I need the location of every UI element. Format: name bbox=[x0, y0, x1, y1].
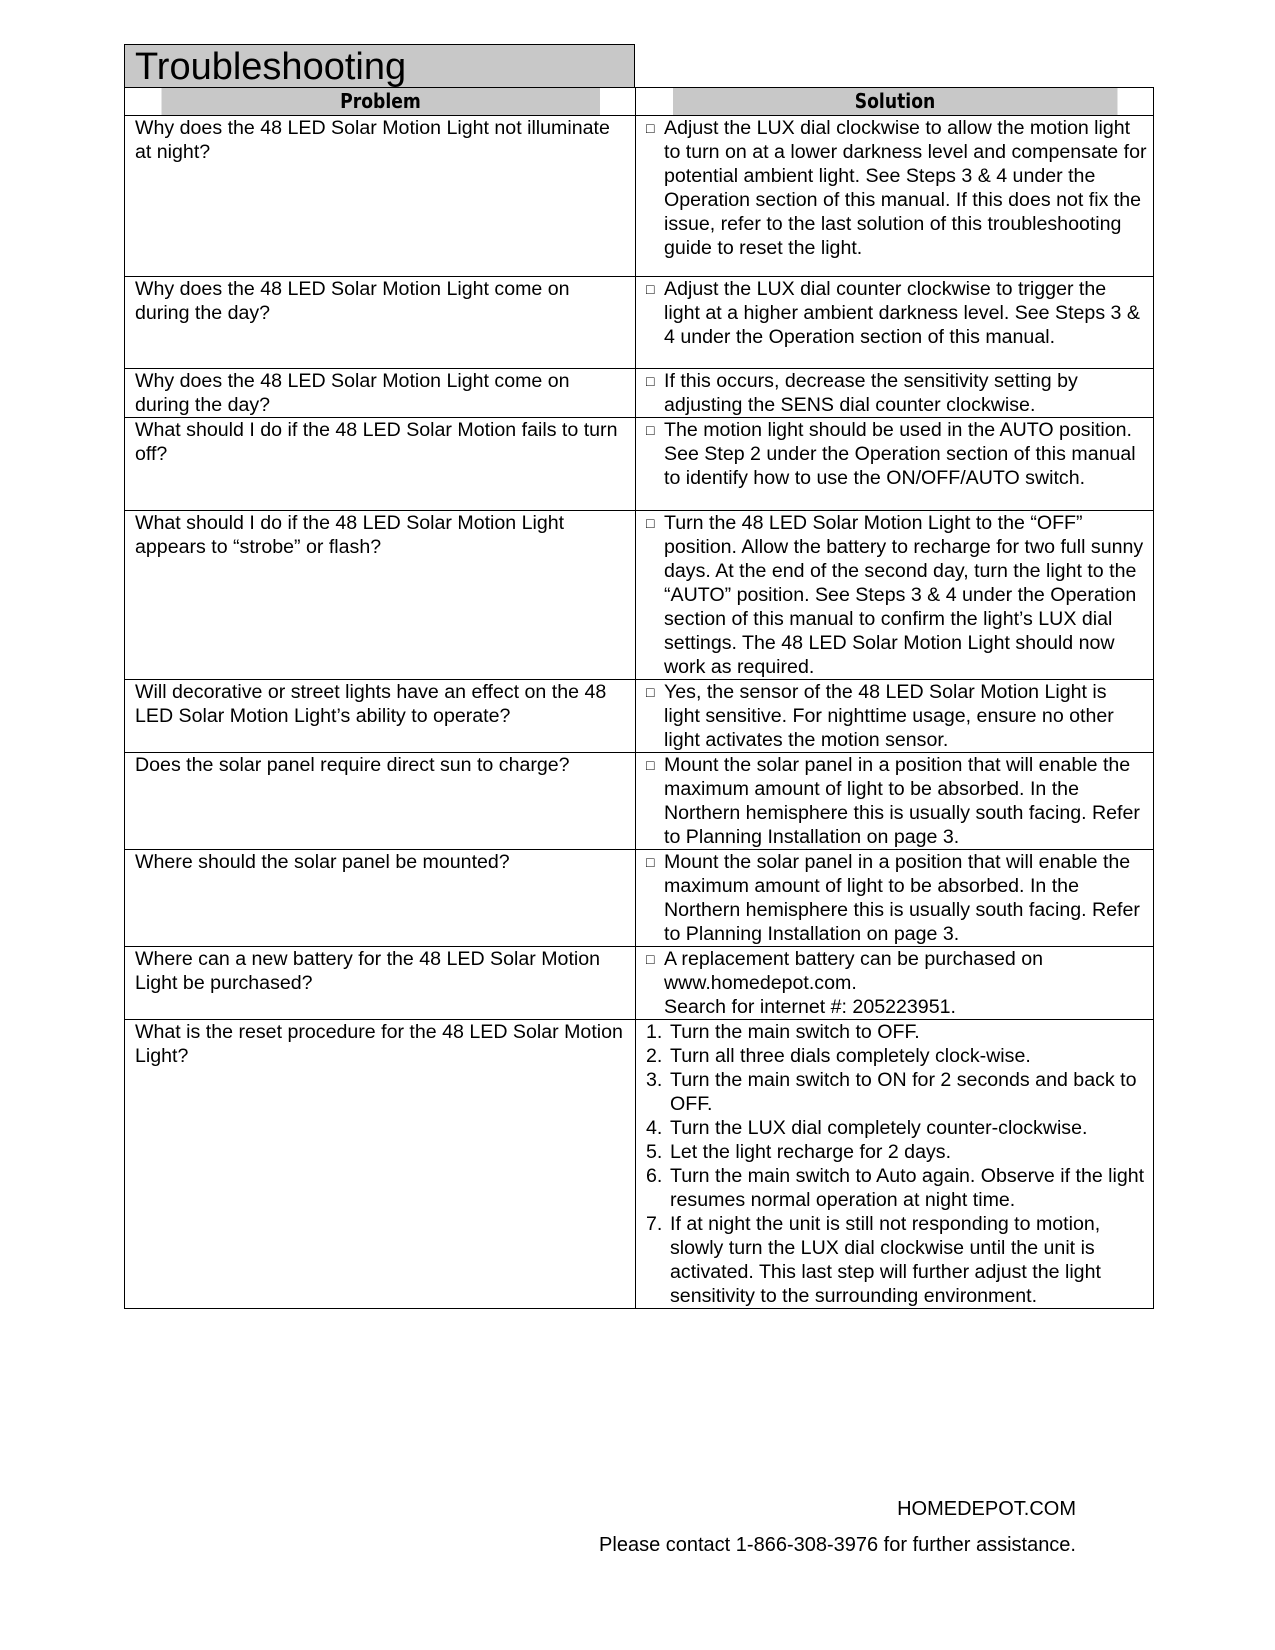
footer-contact: Please contact 1-866-308-3976 for further assistance. bbox=[599, 1534, 1076, 1556]
step-number: 2. bbox=[646, 1045, 663, 1067]
step-number: 1. bbox=[646, 1021, 663, 1043]
solution-line: A replacement battery can be purchased on www.homedepot.com. bbox=[664, 948, 1044, 994]
table-row bbox=[125, 116, 1154, 277]
checkbox-bullet-icon: □ bbox=[646, 120, 655, 136]
step-text: Let the light recharge for 2 days. bbox=[670, 1141, 952, 1163]
internet-number: Search for internet #: 205223951. bbox=[664, 996, 956, 1018]
table-row bbox=[125, 850, 1154, 947]
step-text: Turn the main switch to ON for 2 seconds and back to OFF. bbox=[670, 1069, 1137, 1115]
step-text: Turn the main switch to Auto again. Observe if the light resumes normal operation at night time. bbox=[670, 1165, 1145, 1211]
table-row bbox=[125, 418, 1154, 511]
table-row bbox=[125, 680, 1154, 753]
step-number: 7. bbox=[646, 1213, 663, 1235]
solution-cell bbox=[636, 369, 1154, 418]
title-row bbox=[124, 44, 1152, 88]
solution-cell bbox=[636, 418, 1154, 511]
problem-cell: Why does the 48 LED Solar Motion Light not illuminate at night? bbox=[125, 116, 636, 277]
table-row bbox=[125, 511, 1154, 680]
step-number: 3. bbox=[646, 1069, 663, 1091]
solution-cell bbox=[636, 116, 1154, 277]
solution-cell bbox=[636, 850, 1154, 947]
solution-cell bbox=[636, 680, 1154, 753]
table-row bbox=[125, 369, 1154, 418]
table-row bbox=[125, 1020, 1154, 1309]
step-text: If at night the unit is still not responding to motion, slowly turn the LUX dial clockwise until the unit is activated. This last step will further adjust the light sensitivity to the surrounding environment. bbox=[670, 1213, 1101, 1307]
checkbox-bullet-icon: □ bbox=[646, 515, 655, 531]
problem-cell: Where should the solar panel be mounted? bbox=[125, 850, 636, 947]
step-text: Turn the LUX dial completely counter-clockwise. bbox=[670, 1117, 1088, 1139]
problem-cell: What should I do if the 48 LED Solar Motion fails to turn off? bbox=[125, 418, 636, 511]
reset-step bbox=[646, 1164, 1147, 1212]
solution-text: Mount the solar panel in a position that will enable the maximum amount of light to be absorbed. In the Northern hemisphere this is usually south facing. Refer to Planning Installation on page 3. bbox=[664, 851, 1140, 945]
header-row bbox=[125, 88, 1154, 116]
problem-cell: Will decorative or street lights have an effect on the 48 LED Solar Motion Light’s ability to operate? bbox=[125, 680, 636, 753]
table-row bbox=[125, 947, 1154, 1020]
solution-text: The motion light should be used in the AUTO position. See Step 2 under the Operation section of this manual to identify how to use the ON/OFF/AUTO switch. bbox=[664, 419, 1136, 489]
reset-step bbox=[646, 1212, 1147, 1308]
step-text: Turn the main switch to OFF. bbox=[670, 1021, 920, 1043]
reset-step bbox=[646, 1140, 1147, 1164]
checkbox-bullet-icon: □ bbox=[646, 951, 655, 967]
solution-cell bbox=[636, 511, 1154, 680]
reset-step bbox=[646, 1044, 1147, 1068]
step-number: 6. bbox=[646, 1165, 663, 1187]
problem-header: Problem bbox=[160, 88, 599, 116]
step-text: Turn all three dials completely clock-wise. bbox=[670, 1045, 1031, 1067]
solution-text: Yes, the sensor of the 48 LED Solar Motion Light is light sensitive. For nighttime usage, ensure no other light activates the motion sensor. bbox=[664, 681, 1114, 751]
solution-cell bbox=[636, 1020, 1154, 1309]
problem-cell: Where can a new battery for the 48 LED Solar Motion Light be purchased? bbox=[125, 947, 636, 1020]
solution-text: Turn the 48 LED Solar Motion Light to the “OFF” position. Allow the battery to recharge for two full sunny days. At the end of the second day, turn the light to the “AUTO” position. See Steps 3 & 4 under the Operation section of this manual to confirm the light’s LUX dial settings. The 48 LED Solar Motion Light should now work as required. bbox=[664, 512, 1144, 678]
reset-step bbox=[646, 1116, 1147, 1140]
problem-cell: Why does the 48 LED Solar Motion Light come on during the day? bbox=[125, 277, 636, 369]
solution-cell bbox=[636, 753, 1154, 850]
problem-cell: Why does the 48 LED Solar Motion Light come on during the day? bbox=[125, 369, 636, 418]
solution-text: If this occurs, decrease the sensitivity setting by adjusting the SENS dial counter clockwise. bbox=[664, 370, 1078, 416]
step-number: 5. bbox=[646, 1141, 663, 1163]
reset-step bbox=[646, 1068, 1147, 1116]
table-row bbox=[125, 753, 1154, 850]
solution-cell bbox=[636, 277, 1154, 369]
step-number: 4. bbox=[646, 1117, 663, 1139]
problem-cell: Does the solar panel require direct sun to charge? bbox=[125, 753, 636, 850]
table-row bbox=[125, 277, 1154, 369]
checkbox-bullet-icon: □ bbox=[646, 281, 655, 297]
solution-text bbox=[664, 947, 1147, 1019]
solution-cell bbox=[636, 947, 1154, 1020]
solution-header: Solution bbox=[672, 88, 1117, 116]
solution-text: Adjust the LUX dial counter clockwise to trigger the light at a higher ambient darkness level. See Steps 3 & 4 under the Operation section of this manual. bbox=[664, 278, 1140, 348]
page-title: Troubleshooting bbox=[124, 44, 635, 87]
checkbox-bullet-icon: □ bbox=[646, 422, 655, 438]
solution-text: Mount the solar panel in a position that will enable the maximum amount of light to be absorbed. In the Northern hemisphere this is usually south facing. Refer to Planning Installation on page 3. bbox=[664, 754, 1140, 848]
checkbox-bullet-icon: □ bbox=[646, 757, 655, 773]
troubleshooting-table bbox=[124, 87, 1154, 1309]
checkbox-bullet-icon: □ bbox=[646, 373, 655, 389]
problem-cell: What should I do if the 48 LED Solar Motion Light appears to “strobe” or flash? bbox=[125, 511, 636, 680]
checkbox-bullet-icon: □ bbox=[646, 854, 655, 870]
checkbox-bullet-icon: □ bbox=[646, 684, 655, 700]
solution-text: Adjust the LUX dial clockwise to allow the motion light to turn on at a lower darkness level and compensate for potential ambient light. See Steps 3 & 4 under the Operation section of this manual. If this does not fix the issue, refer to the last solution of this troubleshooting guide to reset the light. bbox=[664, 117, 1147, 259]
reset-step bbox=[646, 1020, 1147, 1044]
footer-website: HOMEDEPOT.COM bbox=[897, 1498, 1076, 1520]
problem-cell: What is the reset procedure for the 48 LED Solar Motion Light? bbox=[125, 1020, 636, 1309]
